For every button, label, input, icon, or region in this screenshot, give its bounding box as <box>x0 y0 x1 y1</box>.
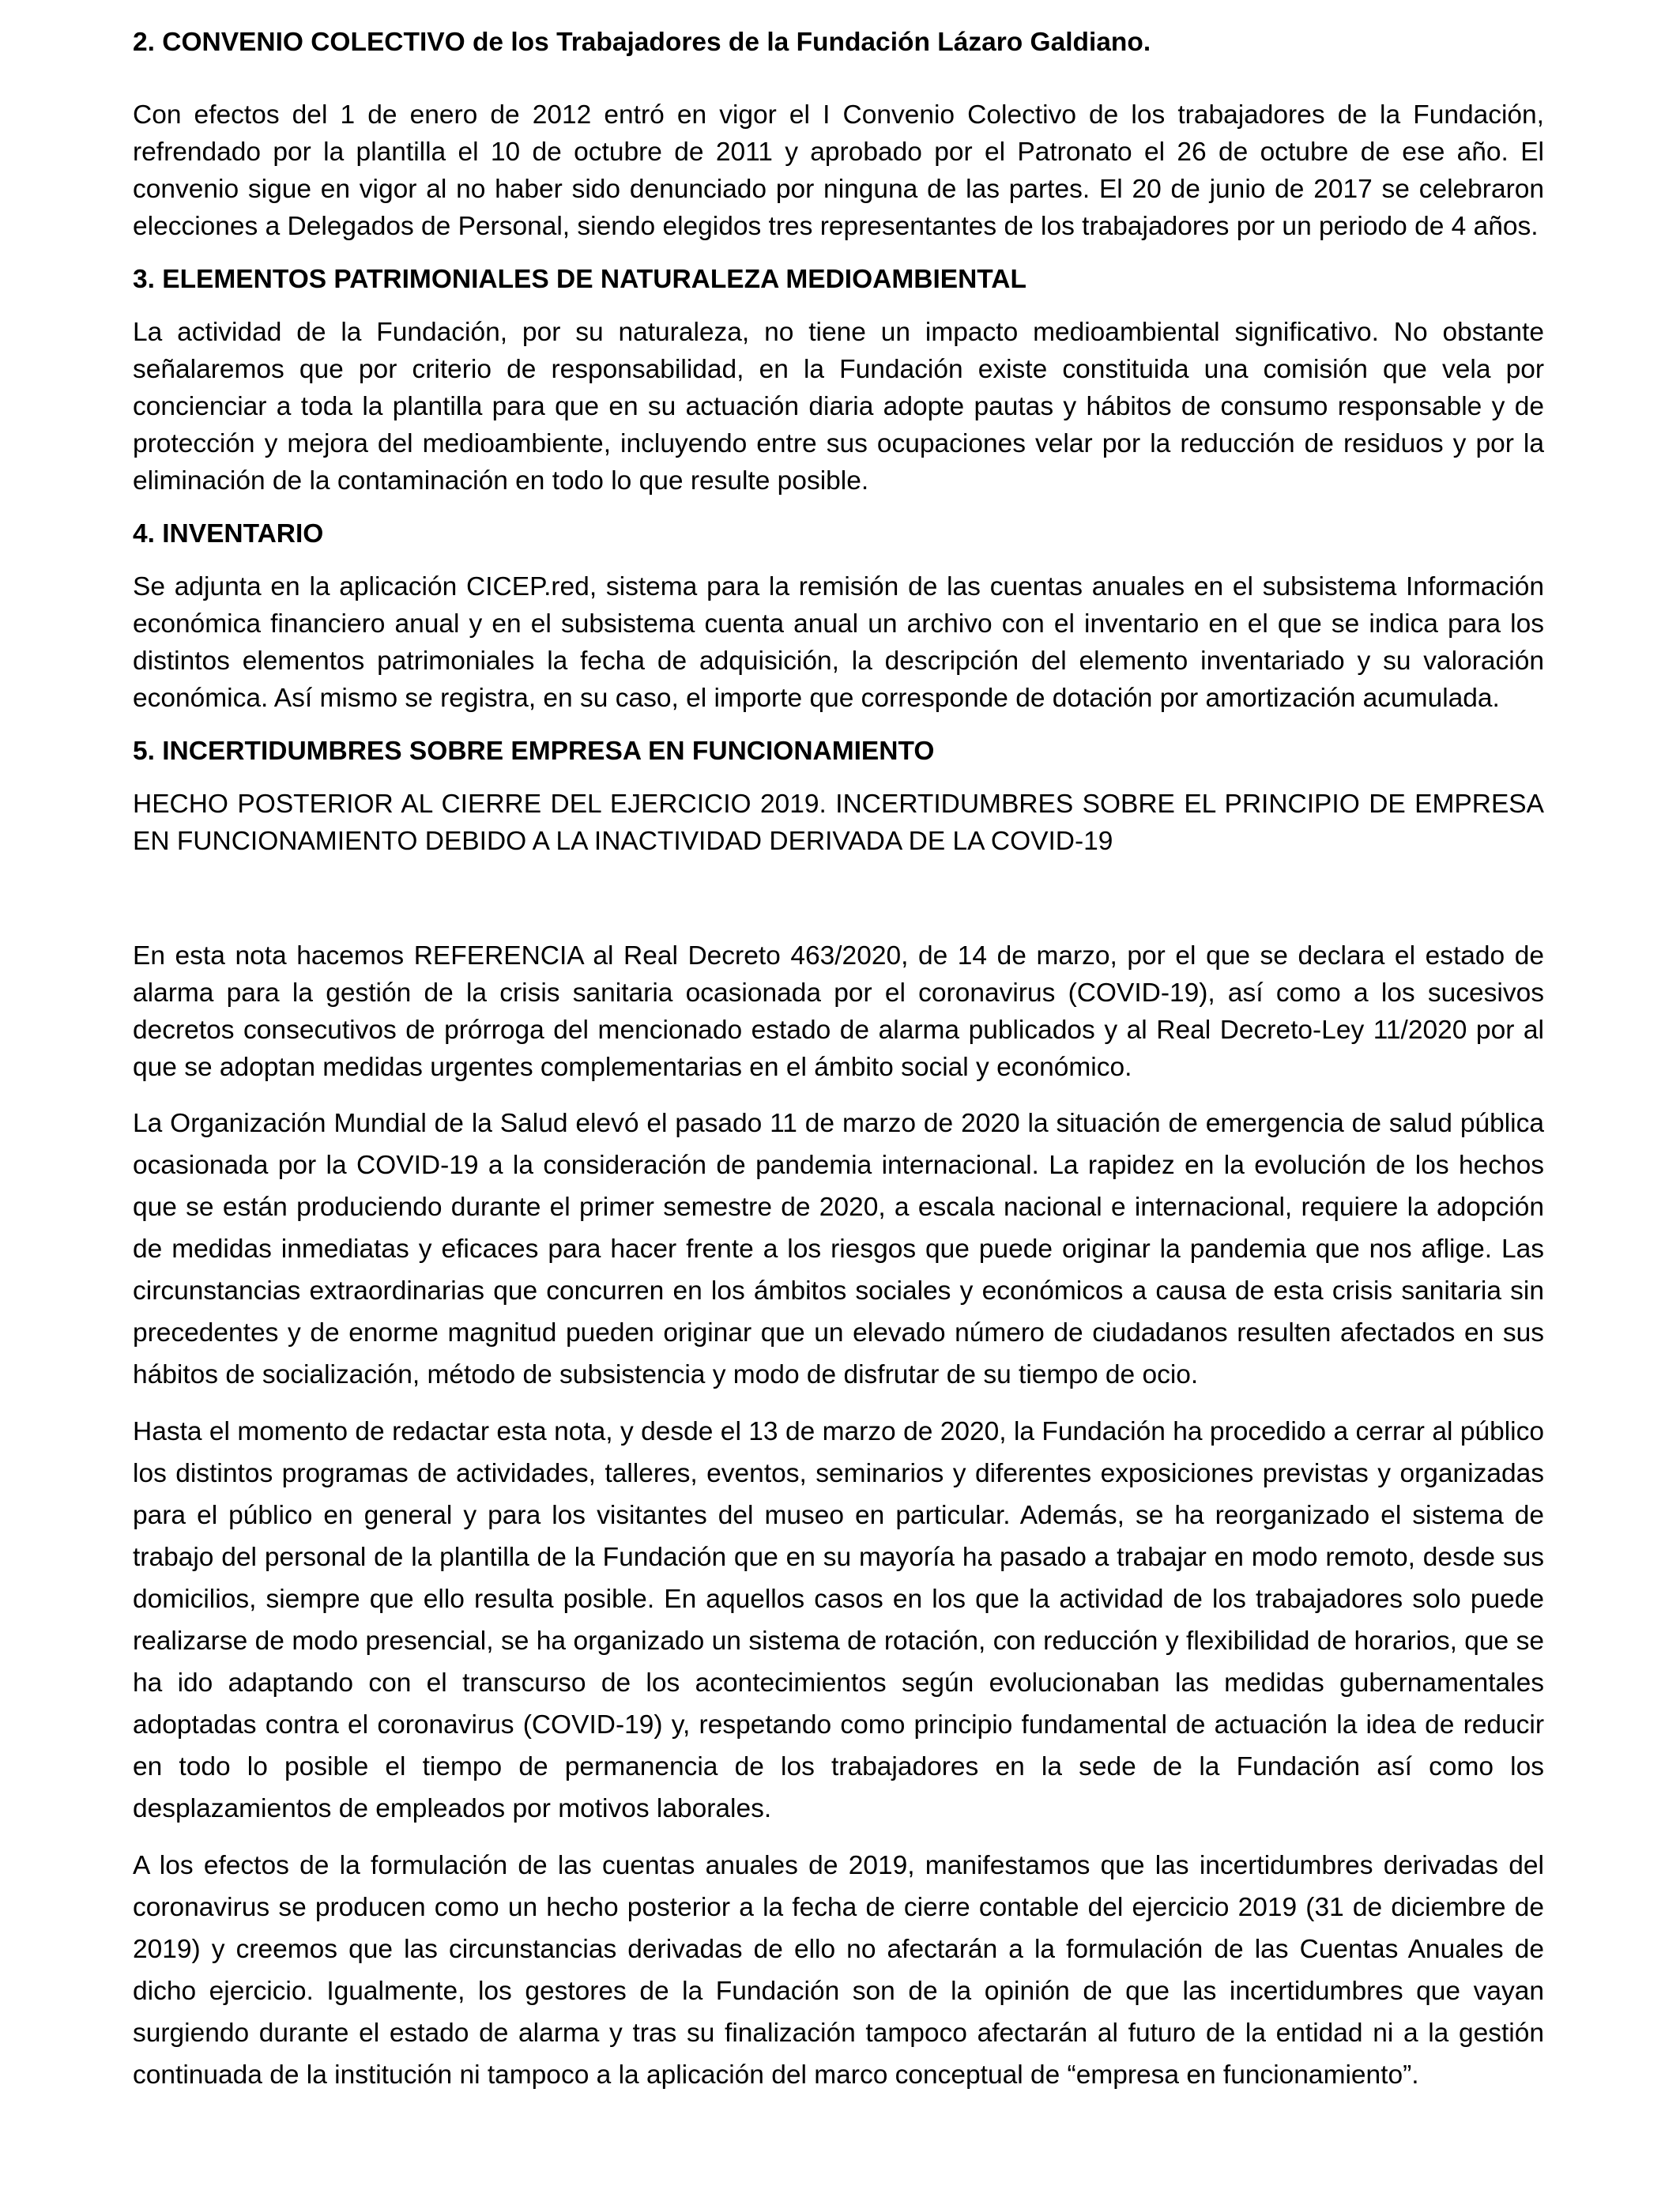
section-heading-incertidumbres: 5. INCERTIDUMBRES SOBRE EMPRESA EN FUNCIONAMIENTO <box>133 737 935 766</box>
document-page <box>133 24 1544 2096</box>
paragraph-cierre-actividades: Hasta el momento de redactar esta nota, y desde el 13 de marzo de 2020, la Fundación ha procedido a cerrar al público los distintos programas de actividades, talleres, eventos, seminarios y diferentes exposiciones previstas y organizadas para el público en general y para los visitantes del museo en particular. Además, se ha reorganizado el sistema de trabajo del personal de la plantilla de la Fundación que en su mayoría ha pasado a trabajar en modo remoto, desde sus domicilios, siempre que ello resulta posible. En aquellos casos en los que la actividad de los trabajadores solo puede realizarse de modo presencial, se ha organizado un sistema de rotación, con reducción y flexibilidad de horarios, que se ha ido adaptando con el transcurso de los acontecimientos según evolucionaban las medidas gubernamentales adoptadas contra el coronavirus (COVID-19) y, respetando como principio fundamental de actuación la idea de reducir en todo lo posible el tiempo de permanencia de los trabajadores en la sede de la Fundación así como los desplazamientos de empleados por motivos laborales. <box>133 1417 1544 1823</box>
section-heading-convenio: 2. CONVENIO COLECTIVO de los Trabajadores de la Fundación Lázaro Galdiano. <box>133 28 1151 57</box>
paragraph-inventario: Se adjunta en la aplicación CICEP.red, sistema para la remisión de las cuentas anuales en el subsistema Información económica financiero anual y en el subsistema cuenta anual un archivo con el inventario en el que se indica para los distintos elementos patrimoniales la fecha de adquisición, la descripción del elemento inventariado y su valoración económica. Así mismo se registra, en su caso, el importe que corresponde de dotación por amortización acumulada. <box>133 572 1544 713</box>
paragraph-cuentas-anuales: A los efectos de la formulación de las cuentas anuales de 2019, manifestamos que las incertidumbres derivadas del coronavirus se producen como un hecho posterior a la fecha de cierre contable del ejercicio 2019 (31 de diciembre de 2019) y creemos que las circunstancias derivadas de ello no afectarán a la formulación de las Cuentas Anuales de dicho ejercicio. Igualmente, los gestores de la Fundación son de la opinión de que las incertidumbres que vayan surgiendo durante el estado de alarma y tras su finalización tampoco afectarán al futuro de la entidad ni a la gestión continuada de la institución ni tampoco a la aplicación del marco conceptual de “empresa en funcionamiento”. <box>133 1851 1544 2090</box>
paragraph-oms-pandemia: La Organización Mundial de la Salud elevó el pasado 11 de marzo de 2020 la situación de emergencia de salud pública ocasionada por la COVID-19 a la consideración de pandemia internacional. La rapidez en la evolución de los hechos que se están produciendo durante el primer semestre de 2020, a escala nacional e internacional, requiere la adopción de medidas inmediatas y eficaces para hacer frente a los riesgos que puede originar la pandemia que nos aflige. Las circunstancias extraordinarias que concurren en los ámbitos sociales y económicos a causa de esta crisis sanitaria sin precedentes y de enorme magnitud pueden originar que un elevado número de ciudadanos resulten afectados en sus hábitos de socialización, método de subsistencia y modo de disfrutar de su tiempo de ocio. <box>133 1109 1544 1389</box>
paragraph-referencia-real-decreto: En esta nota hacemos REFERENCIA al Real Decreto 463/2020, de 14 de marzo, por el que se declara el estado de alarma para la gestión de la crisis sanitaria ocasionada por el coronavirus (COVID-19), así como a los sucesivos decretos consecutivos de prórroga del mencionado estado de alarma publicados y al Real Decreto-Ley 11/2020 por al que se adoptan medidas urgentes complementarias en el ámbito social y económico. <box>133 941 1544 1082</box>
section-heading-medioambiental: 3. ELEMENTOS PATRIMONIALES DE NATURALEZA MEDIOAMBIENTAL <box>133 265 1026 294</box>
section-heading-inventario: 4. INVENTARIO <box>133 519 324 548</box>
paragraph-convenio: Con efectos del 1 de enero de 2012 entró en vigor el I Convenio Colectivo de los trabajadores de la Fundación, refrendado por la plantilla el 10 de octubre de 2011 y aprobado por el Patronato el 26 de octubre de ese año. El convenio sigue en vigor al no haber sido denunciado por ninguna de las partes. El 20 de junio de 2017 se celebraron elecciones a Delegados de Personal, siendo elegidos tres representantes de los trabajadores por un periodo de 4 años. <box>133 100 1544 241</box>
subtitle-hecho-posterior: HECHO POSTERIOR AL CIERRE DEL EJERCICIO 2019. INCERTIDUMBRES SOBRE EL PRINCIPIO DE EMPRESA EN FUNCIONAMIENTO DEBIDO A LA INACTIVIDAD DERIVADA DE LA COVID-19 <box>133 790 1544 856</box>
paragraph-medioambiental: La actividad de la Fundación, por su naturaleza, no tiene un impacto medioambiental significativo. No obstante señalaremos que por criterio de responsabilidad, en la Fundación existe constituida una comisión que vela por concienciar a toda la plantilla para que en su actuación diaria adopte pautas y hábitos de consumo responsable y de protección y mejora del medioambiente, incluyendo entre sus ocupaciones velar por la reducción de residuos y por la eliminación de la contaminación en todo lo que resulte posible. <box>133 318 1544 496</box>
